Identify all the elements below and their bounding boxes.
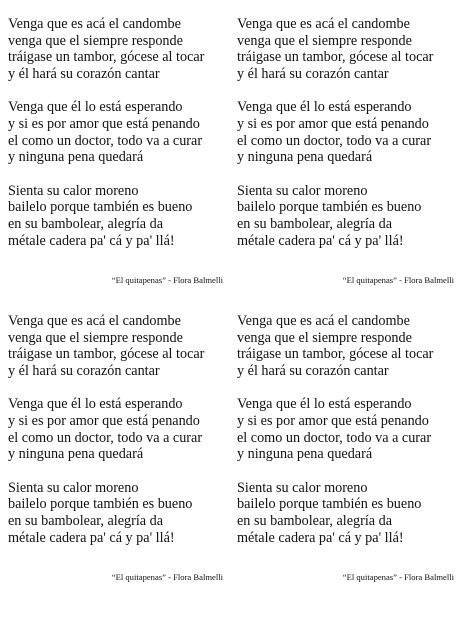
- lyric-line: en su bambolear, alegría da: [8, 512, 164, 529]
- stanza-2: [8, 99, 236, 165]
- stanza-3: [237, 183, 465, 249]
- stanza-1: [8, 313, 236, 379]
- lyric-line: Venga que él lo está esperando: [237, 396, 412, 413]
- lyric-line: y ninguna pena quedará: [8, 149, 144, 166]
- song-credit: “El quitapenas” - Flora Balmelli: [342, 275, 454, 285]
- lyric-line: el como un doctor, todo va a curar: [237, 429, 432, 446]
- lyrics-card-top-left: [8, 16, 236, 285]
- stanza-2: [8, 396, 236, 462]
- stanza-3: [8, 480, 236, 546]
- lyric-line: y si es por amor que está penando: [8, 412, 200, 429]
- lyric-line: bailelo porque también es bueno: [8, 199, 193, 216]
- lyric-line: y ninguna pena quedará: [237, 149, 373, 166]
- lyric-line: en su bambolear, alegría da: [237, 512, 393, 529]
- lyric-line: Venga que él lo está esperando: [237, 99, 412, 116]
- lyric-line: y ninguna pena quedará: [237, 446, 373, 463]
- lyric-line: el como un doctor, todo va a curar: [237, 132, 432, 149]
- lyric-line: y él hará su corazón cantar: [237, 362, 389, 379]
- lyric-line: y si es por amor que está penando: [237, 412, 429, 429]
- lyric-line: métale cadera pa' cá y pa' llá!: [237, 529, 404, 546]
- lyric-line: venga que el siempre responde: [8, 329, 183, 346]
- song-credit: “El quitapenas” - Flora Balmelli: [111, 572, 223, 582]
- stanza-1: [8, 16, 236, 82]
- stanza-3: [237, 480, 465, 546]
- lyric-line: métale cadera pa' cá y pa' llá!: [8, 529, 175, 546]
- song-credit: “El quitapenas” - Flora Balmelli: [111, 275, 223, 285]
- stanza-2: [237, 396, 465, 462]
- lyric-line: tráigase un tambor, gócese al tocar: [237, 49, 434, 66]
- lyric-line: tráigase un tambor, gócese al tocar: [8, 346, 205, 363]
- lyric-line: métale cadera pa' cá y pa' llá!: [237, 232, 404, 249]
- lyric-line: el como un doctor, todo va a curar: [8, 132, 203, 149]
- lyric-line: bailelo porque también es bueno: [8, 496, 193, 513]
- lyric-line: Sienta su calor moreno: [8, 479, 139, 496]
- lyric-line: bailelo porque también es bueno: [237, 199, 422, 216]
- lyric-line: en su bambolear, alegría da: [8, 215, 164, 232]
- lyric-line: y si es por amor que está penando: [8, 115, 200, 132]
- lyric-line: Sienta su calor moreno: [237, 479, 368, 496]
- lyric-line: Sienta su calor moreno: [237, 182, 368, 199]
- lyric-line: bailelo porque también es bueno: [237, 496, 422, 513]
- lyric-line: Venga que es acá el candombe: [8, 313, 181, 329]
- lyric-line: tráigase un tambor, gócese al tocar: [237, 346, 434, 363]
- lyric-line: en su bambolear, alegría da: [237, 215, 393, 232]
- lyric-line: Sienta su calor moreno: [8, 182, 139, 199]
- lyric-line: venga que el siempre responde: [237, 329, 412, 346]
- stanza-2: [237, 99, 465, 165]
- lyric-line: y él hará su corazón cantar: [8, 65, 160, 82]
- song-credit: “El quitapenas” - Flora Balmelli: [342, 572, 454, 582]
- lyrics-card-bottom-left: [8, 313, 236, 582]
- lyric-line: Venga que es acá el candombe: [8, 16, 181, 32]
- lyric-line: venga que el siempre responde: [237, 32, 412, 49]
- stanza-1: [237, 313, 465, 379]
- lyric-line: venga que el siempre responde: [8, 32, 183, 49]
- lyric-line: y si es por amor que está penando: [237, 115, 429, 132]
- lyric-line: y él hará su corazón cantar: [237, 65, 389, 82]
- stanza-3: [8, 183, 236, 249]
- lyric-line: Venga que él lo está esperando: [8, 396, 183, 413]
- lyrics-card-bottom-right: [237, 313, 465, 582]
- lyric-line: Venga que es acá el candombe: [237, 313, 410, 329]
- lyric-line: tráigase un tambor, gócese al tocar: [8, 49, 205, 66]
- lyric-line: Venga que él lo está esperando: [8, 99, 183, 116]
- lyric-line: y ninguna pena quedará: [8, 446, 144, 463]
- stanza-1: [237, 16, 465, 82]
- lyric-line: el como un doctor, todo va a curar: [8, 429, 203, 446]
- lyric-line: y él hará su corazón cantar: [8, 362, 160, 379]
- lyric-line: Venga que es acá el candombe: [237, 16, 410, 32]
- lyric-line: métale cadera pa' cá y pa' llá!: [8, 232, 175, 249]
- lyrics-card-top-right: [237, 16, 465, 285]
